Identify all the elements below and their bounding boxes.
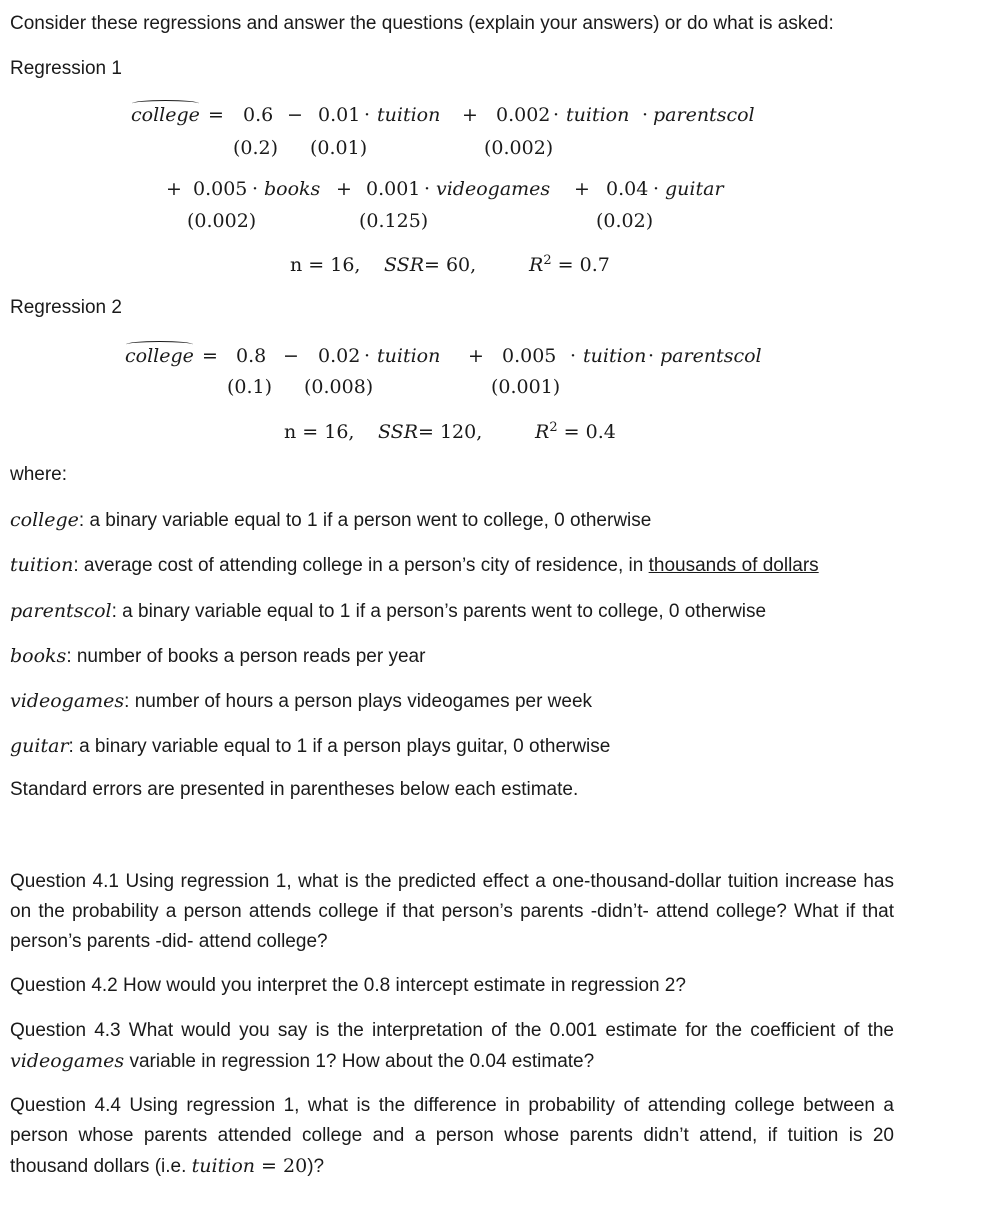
reg2-intercept: 0.8 (236, 345, 267, 367)
reg1-var-tuition-2: tuition (566, 104, 630, 126)
reg1-ssr-value: = 60, (424, 254, 477, 276)
definition-tuition: tuition: average cost of attending college in a person’s city of residence, in thousands of dollars (10, 554, 819, 576)
reg1-coef-guitar: 0.04 (606, 178, 649, 200)
reg1-var-guitar: guitar (665, 178, 724, 200)
reg1-dot: · (424, 178, 431, 200)
reg2-ssr-label: SSR (378, 421, 419, 443)
reg1-intercept: 0.6 (243, 104, 274, 126)
reg2-se-interaction: (0.001) (491, 376, 561, 398)
standard-errors-note: Standard errors are presented in parentheses below each estimate. (10, 779, 579, 800)
reg2-se-intercept: (0.1) (227, 376, 273, 398)
reg1-var-books: books (264, 178, 321, 200)
reg1-op-guitar: + (574, 178, 590, 200)
definition-videogames: videogames: number of hours a person plays videogames per week (10, 690, 593, 712)
where-label: where: (10, 464, 68, 485)
reg1-n: n = 16, (290, 254, 361, 276)
reg1-equals: = (208, 104, 224, 126)
reg1-coef-tuition: 0.01 (318, 104, 361, 126)
reg1-dot: · (642, 104, 649, 126)
reg2-coef-interaction: 0.005 (502, 345, 557, 367)
reg2-op-plus: + (468, 345, 484, 367)
reg1-dot: · (364, 104, 371, 126)
reg2-dot: · (648, 345, 655, 367)
reg2-var-parentscol: parentscol (660, 345, 762, 367)
reg2-var-tuition-2: tuition (583, 345, 647, 367)
reg1-dot: · (553, 104, 560, 126)
reg1-var-parentscol: parentscol (653, 104, 755, 126)
reg2-var-tuition: tuition (377, 345, 441, 367)
regression-1-label: Regression 1 (10, 58, 122, 79)
reg1-se-books: (0.002) (187, 210, 257, 232)
intro-text: Consider these regressions and answer the questions (explain your answers) or do what is asked: (10, 13, 834, 34)
definition-guitar: guitar: a binary variable equal to 1 if a person plays guitar, 0 otherwise (10, 735, 611, 757)
reg1-dot: · (252, 178, 259, 200)
question-4-3: Question 4.3 What would you say is the interpretation of the 0.001 estimate for the coefficient of the videogames variable in regression 1? How about the 0.04 estimate? (10, 1020, 894, 1072)
reg1-se-interaction: (0.002) (484, 137, 554, 159)
reg2-se-tuition: (0.008) (304, 376, 374, 398)
definition-parentscol: parentscol: a binary variable equal to 1 if a person’s parents went to college, 0 otherwise (10, 600, 767, 622)
question-4-1: Question 4.1 Using regression 1, what is the predicted effect a one-thousand-dollar tuition increase has on the probability a person attends college if that person’s parents -didn’t- attend college? What if that person’s parents -did- attend college? (10, 871, 894, 952)
reg2-dependent-var: college (125, 345, 194, 367)
reg1-var-tuition: tuition (377, 104, 441, 126)
question-4-2: Question 4.2 How would you interpret the 0.8 intercept estimate in regression 2? (10, 975, 686, 996)
reg2-equals: = (202, 345, 218, 367)
reg2-op-minus: − (283, 345, 299, 367)
definition-books: books: number of books a person reads per year (10, 645, 426, 667)
reg1-r-squared: $R^2 = 0.7$ (529, 253, 610, 276)
reg1-op-video: + (336, 178, 352, 200)
reg1-ssr-label: SSR (384, 254, 425, 276)
reg2-ssr-value: = 120, (418, 421, 483, 443)
reg1-se-guitar: (0.02) (596, 210, 654, 232)
reg1-se-intercept: (0.2) (233, 137, 279, 159)
question-4-4: Question 4.4 Using regression 1, what is the difference in probability of attending college between a person whose parents attended college and a person whose parents didn’t attend, if tuition is 20 thousand dollars (i.e. tuition = 20)? (10, 1095, 894, 1177)
reg1-op-books: + (166, 178, 182, 200)
reg1-var-videogames: videogames (436, 178, 551, 200)
reg2-dot: · (570, 345, 577, 367)
reg1-se-videogames: (0.125) (359, 210, 429, 232)
reg1-dot: · (653, 178, 660, 200)
reg2-r-squared: $R^2 = 0.4$ (535, 420, 616, 443)
reg1-dependent-var: college (131, 104, 200, 126)
regression-2-label: Regression 2 (10, 297, 122, 318)
reg2-coef-tuition: 0.02 (318, 345, 361, 367)
reg1-coef-videogames: 0.001 (366, 178, 421, 200)
reg1-op-plus: + (462, 104, 478, 126)
reg2-dot: · (364, 345, 371, 367)
reg1-coef-interaction: 0.002 (496, 104, 551, 126)
reg1-se-tuition: (0.01) (310, 137, 368, 159)
reg1-coef-books: 0.005 (193, 178, 248, 200)
definition-college: college: a binary variable equal to 1 if a person went to college, 0 otherwise (10, 509, 652, 531)
reg2-n: n = 16, (284, 421, 355, 443)
reg1-op-minus: − (287, 104, 303, 126)
